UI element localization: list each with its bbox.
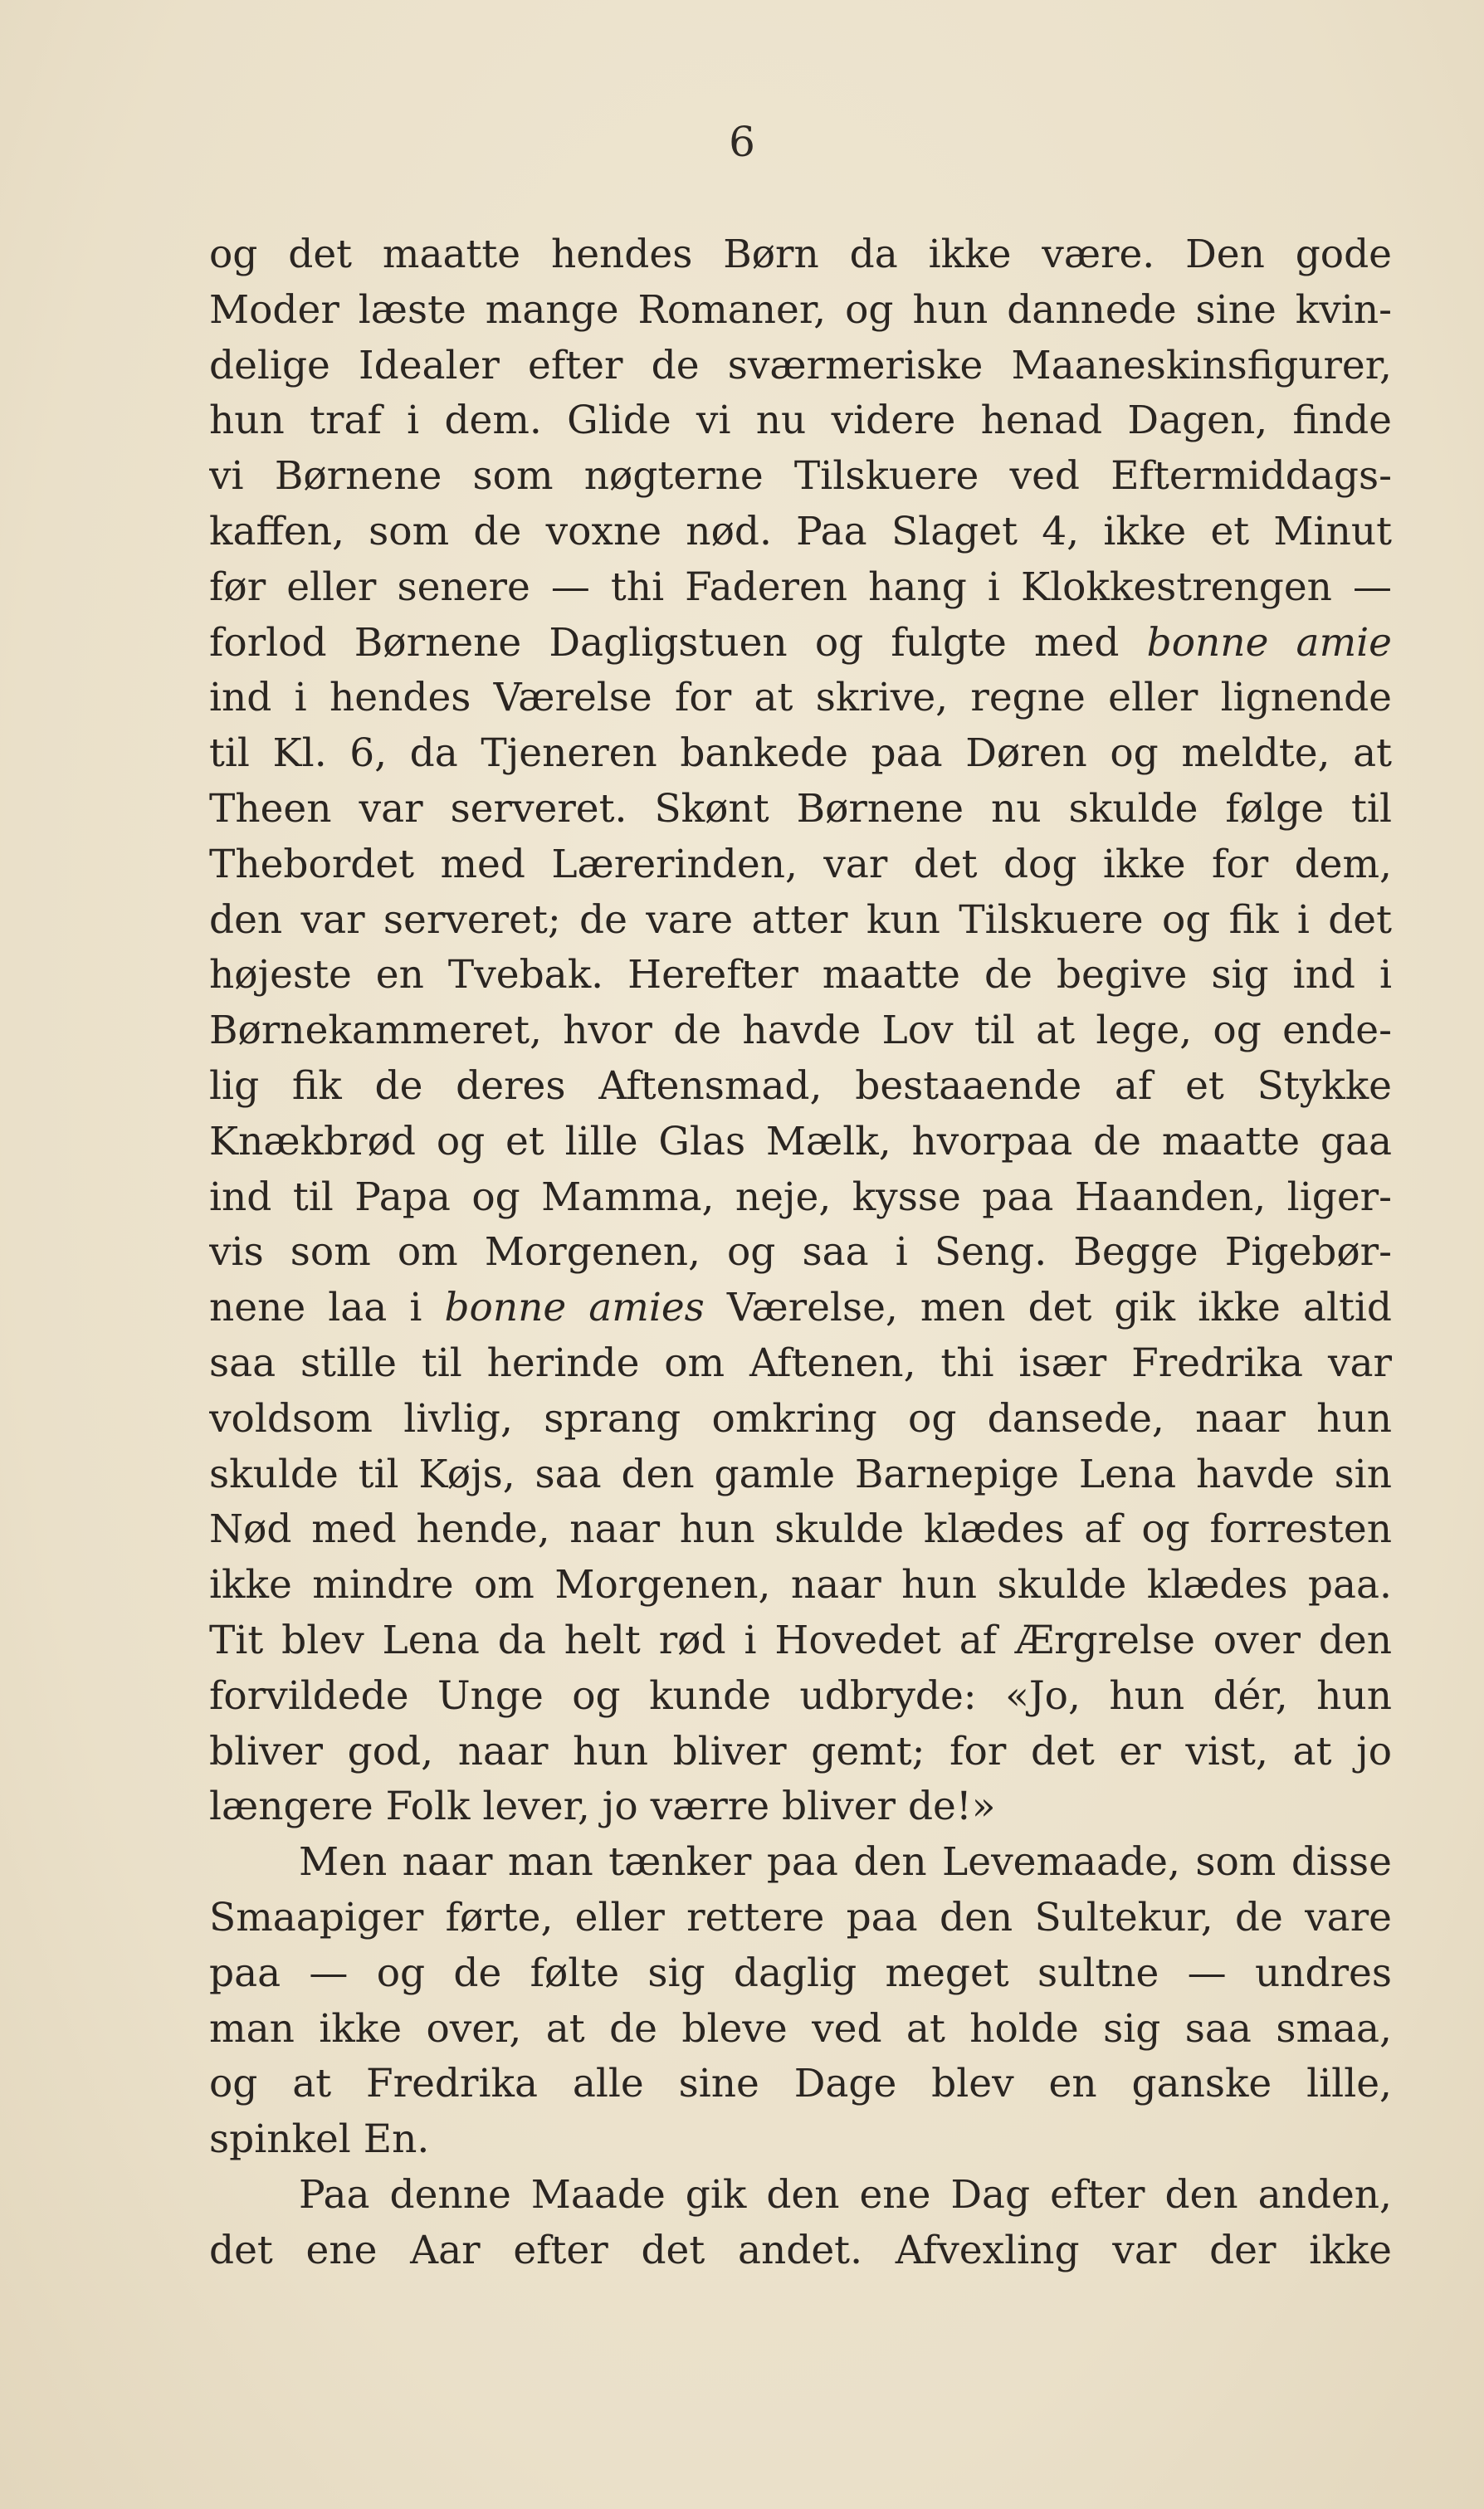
text-line: forvildede Unge og kunde udbryde: «Jo, hun dér, hun xyxy=(209,1672,1392,1719)
text-line: til Kl. 6, da Tjeneren bankede paa Døren og meldte, at xyxy=(209,730,1392,777)
text-line: Paa denne Maade gik den ene Dag efter den anden, xyxy=(299,2171,1392,2218)
text-line: Børnekammeret, hvor de havde Lov til at lege, og ende- xyxy=(209,1008,1392,1054)
text-line: højeste en Tvebak. Herefter maatte de begive sig ind i xyxy=(209,952,1392,998)
text-line: Moder læste mange Romaner, og hun dannede sine kvin- xyxy=(209,286,1392,333)
text-line: Thebordet med Lærerinden, var det dog ikke for dem, xyxy=(209,841,1392,887)
text-line: ikke mindre om Morgenen, naar hun skulde klædes paa. xyxy=(209,1562,1392,1608)
text-line: ind i hendes Værelse for at skrive, regne eller lignende xyxy=(209,675,1392,721)
page-number: 6 xyxy=(729,118,755,166)
text-line: Nød med hende, naar hun skulde klædes af og forresten xyxy=(209,1506,1392,1553)
text-segment: forlod Børnene Dagligstuen og fulgte med xyxy=(209,619,1147,666)
text-line xyxy=(209,1281,1392,1336)
italic-phrase: bonne amie xyxy=(1146,619,1392,666)
text-line: før eller senere — thi Faderen hang i Klokkestrengen — xyxy=(209,564,1392,610)
text-line: delige Idealer efter de sværmeriske Maaneskinsfigurer, xyxy=(209,342,1392,388)
text-line: paa — og de følte sig daglig meget sultne — undres xyxy=(209,1950,1392,1996)
text-line: vis som om Morgenen, og saa i Seng. Begge Pigebør- xyxy=(209,1229,1392,1276)
text-line: Theen var serveret. Skønt Børnene nu skulde følge til xyxy=(209,785,1392,832)
text-line: voldsom livlig, sprang omkring og dansede, naar hun xyxy=(209,1395,1392,1442)
text-segment: nene laa i xyxy=(209,1285,445,1331)
italic-phrase: bonne amies xyxy=(444,1285,705,1331)
text-line: ind til Papa og Mamma, neje, kysse paa Haanden, liger- xyxy=(209,1174,1392,1220)
text-line: og at Fredrika alle sine Dage blev en ganske lille, xyxy=(209,2061,1392,2107)
text-line xyxy=(209,616,1392,671)
text-line: spinkel En. xyxy=(209,2116,430,2163)
text-line: Knækbrød og et lille Glas Mælk, hvorpaa de maatte gaa xyxy=(209,1118,1392,1164)
text-line: hun traf i dem. Glide vi nu videre henad Dagen, finde xyxy=(209,398,1392,444)
text-line: det ene Aar efter det andet. Afvexling var der ikke xyxy=(209,2227,1392,2273)
text-line: den var serveret; de vare atter kun Tilskuere og fik i det xyxy=(209,896,1392,943)
text-line: og det maatte hendes Børn da ikke være. Den gode xyxy=(209,232,1392,277)
text-segment: Værelse, men det gik ikke altid xyxy=(704,1285,1392,1331)
text-line: kaffen, som de voxne nød. Paa Slaget 4, ikke et Minut xyxy=(209,508,1392,554)
text-line: bliver god, naar hun bliver gemt; for det er vist, at jo xyxy=(209,1728,1392,1774)
text-line: længere Folk lever, jo værre bliver de!» xyxy=(209,1784,996,1830)
text-line: saa stille til herinde om Aftenen, thi især Fredrika var xyxy=(209,1340,1392,1386)
text-line: Smaapiger førte, eller rettere paa den Sultekur, de vare xyxy=(209,1894,1392,1940)
text-line: Tit blev Lena da helt rød i Hovedet af Ærgrelse over den xyxy=(209,1617,1392,1663)
text-line: lig fik de deres Aftensmad, bestaaende af et Stykke xyxy=(209,1062,1392,1109)
text-line: man ikke over, at de bleve ved at holde sig saa smaa, xyxy=(209,2005,1392,2052)
text-line: vi Børnene som nøgterne Tilskuere ved Eftermiddags- xyxy=(209,453,1392,500)
text-line: Men naar man tænker paa den Levemaade, som disse xyxy=(299,1839,1392,1886)
body-text xyxy=(209,227,1392,2278)
text-line: skulde til Køjs, saa den gamle Barnepige Lena havde sin xyxy=(209,1451,1392,1497)
